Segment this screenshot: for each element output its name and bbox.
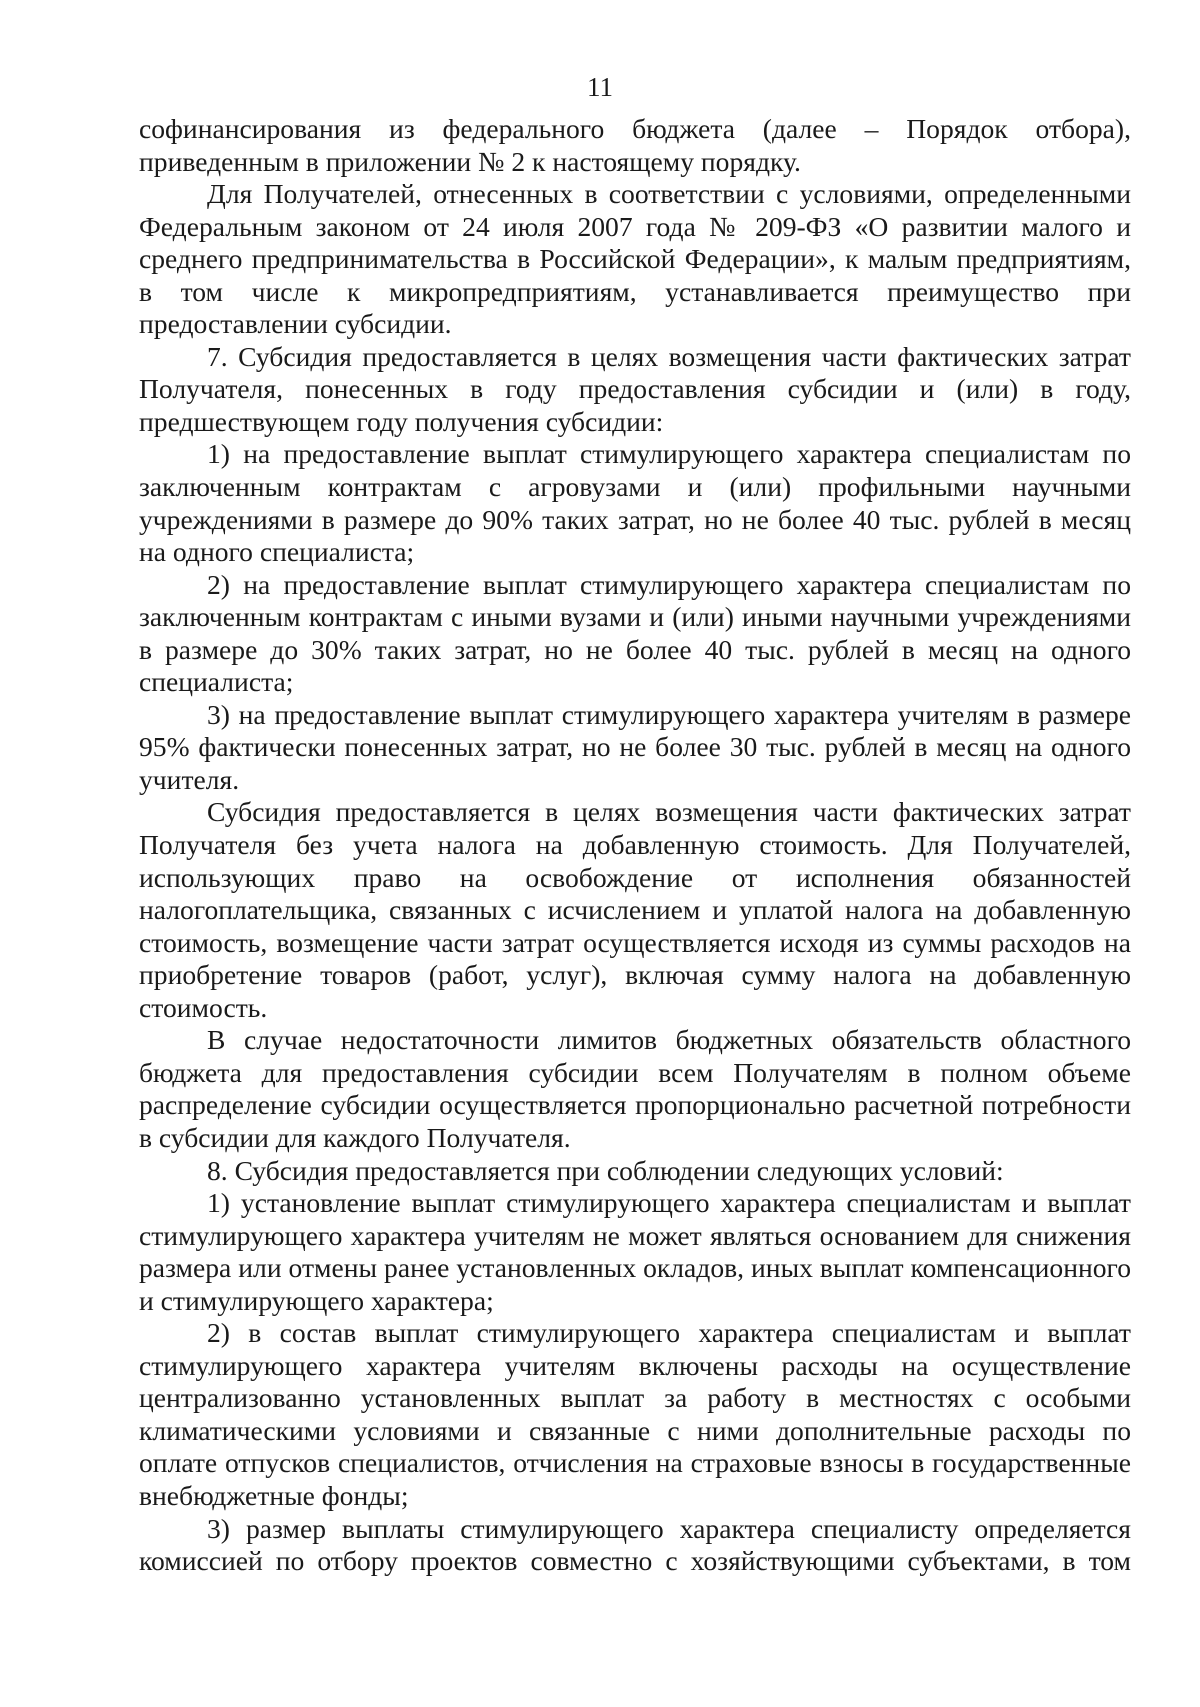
paragraph: 2) на предоставление выплат стимулирующего характера специалистам по заключенным контрактам с иными вузами и (или) иными научными учреждениями в размере до 30% таких затрат, но не более 40 тыс. рублей в месяц на одного специалиста;	[139, 568, 1131, 698]
paragraph: 3) размер выплаты стимулирующего характера специалисту определяется комиссией по отбору проектов совместно с хозяйствующими субъектами, в том	[139, 1512, 1131, 1577]
paragraph: 3) на предоставление выплат стимулирующего характера учителям в размере 95% фактически понесенных затрат, но не более 30 тыс. рублей в месяц на одного учителя.	[139, 698, 1131, 795]
paragraph: Субсидия предоставляется в целях возмещения части фактических затрат Получателя без учета налога на добавленную стоимость. Для Получателей, использующих право на освобождение от исполнения обязанностей налогоплательщика, связанных с исчислением и уплатой налога на добавленную стоимость, возмещение части затрат осуществляется исходя из суммы расходов на приобретение товаров (работ, услуг), включая сумму налога на добавленную стоимость.	[139, 796, 1131, 1023]
paragraph: 7. Субсидия предоставляется в целях возмещения части фактических затрат Получателя, понесенных в году предоставления субсидии и (или) в году, предшествующем году получения субсидии:	[139, 340, 1131, 437]
paragraph: В случае недостаточности лимитов бюджетных обязательств областного бюджета для предоставления субсидии всем Получателям в полном объеме распределение субсидии осуществляется пропорционально расчетной потребности в субсидии для каждого Получателя.	[139, 1024, 1131, 1153]
document-body	[139, 113, 1131, 1578]
paragraph: 1) установление выплат стимулирующего характера специалистам и выплат стимулирующего характера учителям не может являться основанием для снижения размера или отмены ранее установленных окладов, иных выплат компенсационного и стимулирующего характера;	[139, 1187, 1131, 1316]
paragraph: 1) на предоставление выплат стимулирующего характера специалистам по заключенным контрактам с агровузами и (или) профильными научными учреждениями в размере до 90% таких затрат, но не более 40 тыс. рублей в месяц на одного специалиста;	[139, 438, 1131, 568]
paragraph: софинансирования из федерального бюджета (далее – Порядок отбора), приведенным в приложении № 2 к настоящему порядку.	[139, 113, 1131, 177]
paragraph: 2) в состав выплат стимулирующего характера специалистам и выплат стимулирующего характера учителям включены расходы на осуществление централизованно установленных выплат за работу в местностях с особыми климатическими условиями и связанные с ними дополнительные расходы по оплате отпусков специалистов, отчисления на страховые взносы в государственные внебюджетные фонды;	[139, 1317, 1131, 1511]
paragraph: 8. Субсидия предоставляется при соблюдении следующих условий:	[207, 1154, 1004, 1186]
page-number: 11	[587, 72, 613, 102]
paragraph: Для Получателей, отнесенных в соответствии с условиями, определенными Федеральным законом от 24 июля 2007 года № 209-ФЗ «О развитии малого и среднего предпринимательства в Российской Федерации», к малым предприятиям, в том числе к микропредприятиям, устанавливается преимущество при предоставлении субсидии.	[139, 178, 1131, 340]
